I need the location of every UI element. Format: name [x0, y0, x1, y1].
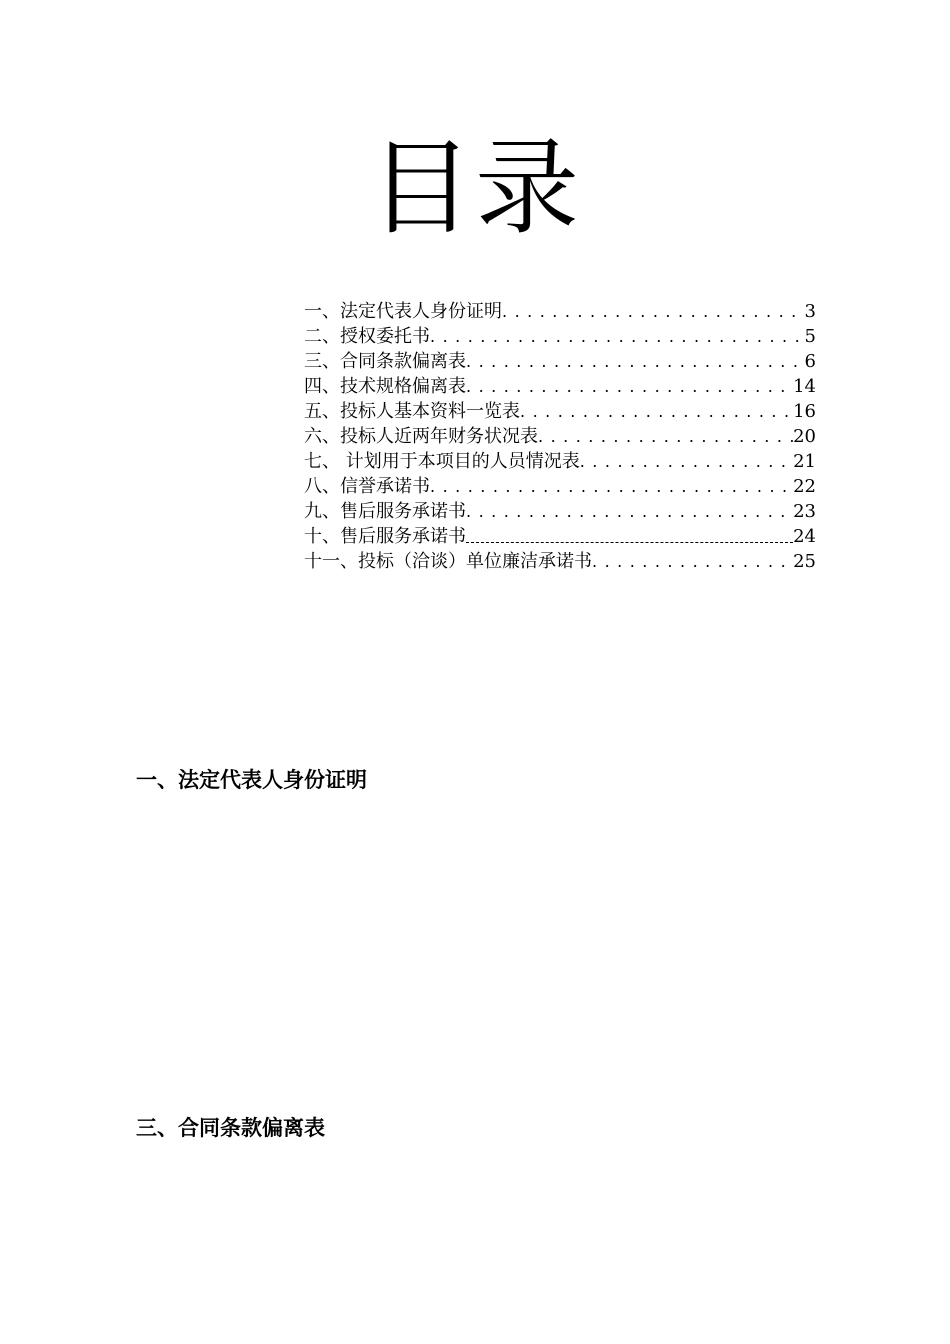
toc-leader-dots	[430, 474, 793, 499]
table-of-contents	[304, 299, 816, 574]
toc-entry-page: 24	[793, 526, 816, 547]
toc-entry-page: 21	[793, 451, 816, 472]
toc-entry-label: 七、 计划用于本项目的人员情况表	[304, 451, 580, 472]
toc-entry-label: 一、法定代表人身份证明	[304, 301, 502, 322]
toc-entry-label: 三、合同条款偏离表	[304, 351, 466, 372]
toc-leader-dots	[466, 374, 793, 399]
toc-entry[interactable]	[304, 549, 816, 574]
toc-entry[interactable]	[304, 349, 816, 374]
toc-entry-label: 九、售后服务承诺书	[304, 501, 466, 522]
toc-entry-label: 十、售后服务承诺书	[304, 526, 466, 547]
section-heading-legal-representative: 一、法定代表人身份证明	[136, 768, 367, 792]
toc-entry-page: 16	[793, 401, 816, 422]
toc-entry-page: 3	[804, 301, 816, 322]
toc-entry-label: 十一、投标（洽谈）单位廉洁承诺书	[304, 551, 592, 572]
toc-entry[interactable]	[304, 324, 816, 349]
toc-leader-dots	[466, 349, 805, 374]
toc-entry-label: 五、投标人基本资料一览表	[304, 401, 520, 422]
toc-leader-dots	[430, 324, 805, 349]
page-title: 目录	[368, 127, 581, 249]
toc-leader-dots	[466, 499, 793, 524]
toc-entry-page: 22	[793, 476, 816, 497]
toc-leader-dots	[502, 299, 805, 324]
toc-leader-dots	[520, 399, 793, 424]
toc-entry[interactable]	[304, 424, 816, 449]
toc-entry-label: 四、技术规格偏离表	[304, 376, 466, 397]
toc-leader-dots	[592, 549, 793, 574]
toc-entry-page: 25	[793, 551, 816, 572]
toc-entry-label: 六、投标人近两年财务状况表	[304, 426, 538, 447]
section-heading-contract-deviation: 三、合同条款偏离表	[136, 1116, 325, 1140]
toc-entry-page: 5	[804, 326, 816, 347]
toc-entry-label: 二、授权委托书	[304, 326, 430, 347]
toc-entry[interactable]	[304, 474, 816, 499]
toc-entry[interactable]	[304, 499, 816, 524]
toc-entry-label: 八、信誉承诺书	[304, 476, 430, 497]
toc-entry-page: 14	[793, 376, 816, 397]
toc-entry[interactable]	[304, 524, 816, 549]
toc-entry[interactable]	[304, 374, 816, 399]
toc-entry-page: 20	[793, 426, 816, 447]
toc-leader-dashes	[466, 524, 793, 549]
toc-leader-dots	[580, 449, 793, 474]
toc-leader-dots	[538, 424, 793, 449]
toc-entry[interactable]	[304, 299, 816, 324]
toc-entry[interactable]	[304, 399, 816, 424]
toc-entry-page: 6	[804, 351, 816, 372]
toc-entry[interactable]	[304, 449, 816, 474]
toc-entry-page: 23	[793, 501, 816, 522]
